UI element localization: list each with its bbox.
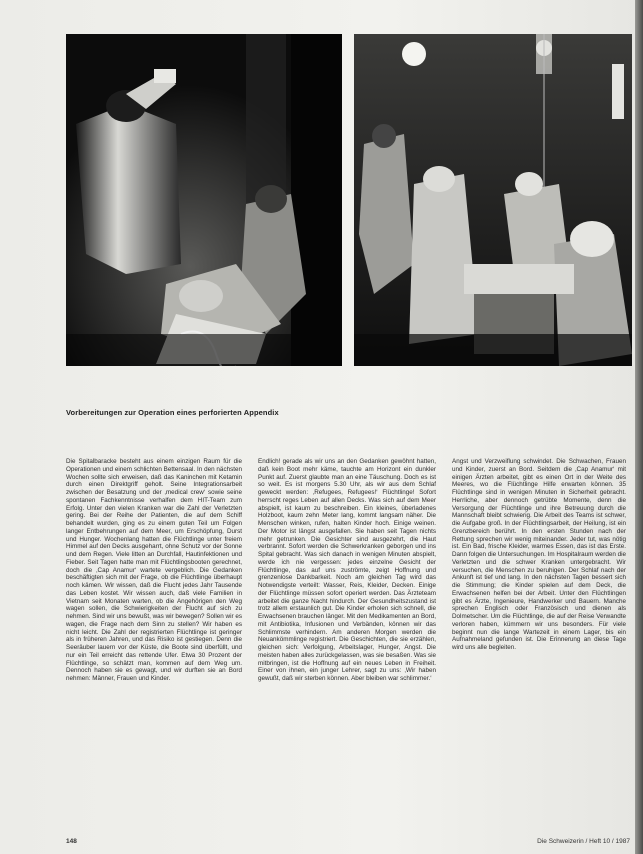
text-column-1 bbox=[66, 458, 242, 828]
column-text: Die Spitalbaracke besteht aus einem einzigen Raum für die Operationen und einem schlichten Bettensaal. In den nächsten Wochen sollte sich erweisen, daß das Kaninchen mit Ketamin durch einen Direktgriff geholt. Seine Integrationsarbeit zwischen der Besatzung und der ‚medical crew‘ sowie seine spontanen Fachkenntnisse verhalfen dem HIT-Team zum Erfolg. Unter den vielen Kranken war die Zahl der Verletzten gering. Bei der Reihe der Patienten, die auf dem Schiff behandelt wurden, ging es zu einem guten Teil um Folgen langer Entbehrungen auf dem Meer, um Erschöpfung, Durst und Hunger. Wochenlang hatten die Flüchtlinge unter freiem Himmel auf den Decks ausgeharrt, ohne Schutz vor der Sonne und dem Regen. Viele litten an Durchfall, Hautinfektionen und Fieber. Seit Tagen hatte man mit Flüchtlingsbooten gerechnet, doch die ‚Cap Anamur‘ wartete vergeblich. Die Gedanken beschäftigten sich mit der Frage, ob die Flüchtlinge überhaupt noch kämen. Wir wissen, daß die Flucht jedes Jahr Tausende das Leben kostet. Wir wissen auch, daß viele Familien in Vietnam seit Monaten warten, ob die Angehörigen den Weg wagen sollen, die Schwierigkeiten der Flucht auf sich zu nehmen. Sind wir uns bewußt, was wir bewegen? Sollen wir es wagen, die Frage nach dem Sinn zu stellen? Wir haben es nicht leicht. Die Zahl der registrierten Flüchtlinge ist geringer als in früheren Jahren, und das Risiko ist gestiegen. Denn die Seeräuber lauern vor der Küste, die Boote sind überfüllt, und nur ein Teil erreicht das rettende Ufer. Etwa 30 Prozent der Flüchtlinge, so schätzt man, kommen auf dem Weg um. Dennoch haben sie es gewagt, und wir durften sie an Bord nehmen: Männer, Frauen und Kinder. bbox=[66, 458, 242, 682]
page-number: 148 bbox=[66, 838, 77, 845]
photo-operation-preparation bbox=[66, 34, 342, 366]
text-column-3 bbox=[452, 458, 626, 828]
publication-line: Die Schweizerin / Heft 10 / 1987 bbox=[537, 838, 630, 845]
photo-caption: Vorbereitungen zur Operation eines perforierten Appendix bbox=[66, 408, 279, 417]
photo-operating-room bbox=[354, 34, 632, 366]
column-text: Endlich! gerade als wir uns an den Gedanken gewöhnt hatten, daß kein Boot mehr käme, tauchte am Horizont ein dunkler Punkt auf. Zuerst glaubte man an eine Täuschung. Doch es ist so weit. Es ist morgens 5.30 Uhr, als wir aus dem Schlaf geweckt werden: ‚Refugees, Refugees!‘ Flüchtlinge! Sofort herrscht reges Leben auf allen Decks. Was sich auf dem Meer abspielt, ist kaum zu beschreiben. Ein kleines, überladenes Holzboot, kaum zehn Meter lang, kommt langsam näher. Die Menschen winken, rufen, halten Kinder hoch. Einige weinen. Der Motor ist längst ausgefallen. Sie haben seit Tagen nichts mehr getrunken. Die Gesichter sind ausgezehrt, die Haut verbrannt. Sofort werden die Schwerkranken geborgen und ins Spital gebracht. Was sich danach in wenigen Minuten abspielt, werde ich nie vergessen: jedes einzelne Gesicht der Flüchtlinge, das auf uns zuströmte, zeigt Hoffnung und grenzenlose Dankbarkeit. Noch am gleichen Tag wird das Notwendigste verteilt: Wasser, Reis, Kleider, Decken. Einige der Flüchtlinge müssen sofort operiert werden. Das Ärzteteam arbeitet die ganze Nacht hindurch. Der Gesundheitszustand ist trotz allem erstaunlich gut. Die Kinder erholen sich schnell, die Erwachsenen brauchen länger. Mit den Medikamenten an Bord, mit Antibiotika, Infusionen und Verbänden, können wir das Schlimmste verhindern. Am anderen Morgen werden die Neuankömmlinge registriert. Die Geschichten, die sie erzählen, gleichen sich: Verfolgung, Arbeitslager, Hunger, Angst. Die meisten haben alles zurückgelassen, was sie besaßen. Was sie mitbringen, ist die Hoffnung auf ein neues Leben in Freiheit. Einer von ihnen, ein junger Lehrer, sagt zu uns: ‚Wir haben gewußt, daß wir sterben können. Aber bleiben war schlimmer.‘ bbox=[258, 458, 436, 682]
column-text: Angst und Verzweiflung schwindet. Die Schwachen, Frauen und Kinder, zuerst an Bord. Seitdem die ‚Cap Anamur‘ mit einigen Ärzten arbeitet, gibt es einen Ort in der Weite des Meeres, wo die Flüchtlinge Hilfe erwarten können. 35 Flüchtlinge sind in wenigen Minuten in Sicherheit gebracht. Herrliche, aber dennoch getrübte Momente, denn die Versorgung der Flüchtlinge und ihre Betreuung durch die Mannschaft bleibt schwierig. Die Arbeit des Teams ist schwer, die Aufgabe groß. In der Flüchtlingsarbeit, der Heilung, ist ein Grenzbereich berührt. In den ersten Stunden nach der Rettung sprechen wir wenig miteinander. Jeder tut, was nötig ist. Ein Bad, frische Kleider, warmes Essen, das ist das Erste. Dann folgen die Untersuchungen. Im Hospitalraum werden die Verletzten und die schwer Kranken untergebracht. Wir versuchen, die Menschen zu beruhigen. Der Schlaf nach der Ankunft ist tief und lang. In den nächsten Tagen bessert sich die Stimmung; die Kinder spielen auf dem Deck, die Erwachsenen helfen bei der Arbeit. Unter den Flüchtlingen gibt es Ärzte, Ingenieure, Handwerker und Bauern. Manche sprechen Englisch oder Französisch und dienen als Dolmetscher. Um die Flüchtlinge, die auf der Reise Verwandte verloren haben, kümmern wir uns besonders. Für viele beginnt nun die lange Wartezeit in einem Lager, bis ein Aufnahmeland gefunden ist. Die Erinnerung an diese Tage wird uns alle begleiten. bbox=[452, 458, 626, 651]
page-binding-edge bbox=[635, 0, 643, 854]
text-column-2 bbox=[258, 458, 436, 828]
